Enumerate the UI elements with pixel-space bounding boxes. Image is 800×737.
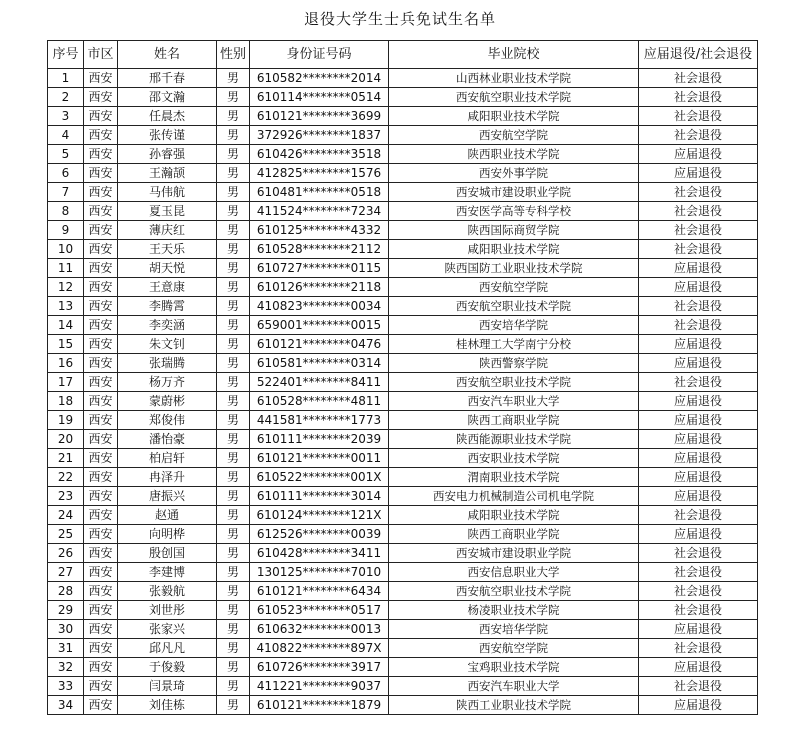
cell-city: 西安 (84, 183, 118, 202)
cell-gender: 男 (217, 449, 250, 468)
cell-index: 4 (48, 126, 84, 145)
header-name: 姓名 (118, 41, 217, 69)
cell-school: 山西林业职业技术学院 (389, 69, 639, 88)
cell-gender: 男 (217, 297, 250, 316)
cell-name: 张家兴 (118, 620, 217, 639)
cell-id-number: 441581********1773 (250, 411, 389, 430)
cell-name: 张毅航 (118, 582, 217, 601)
cell-gender: 男 (217, 126, 250, 145)
cell-school: 西安航空职业技术学院 (389, 373, 639, 392)
header-gender: 性别 (217, 41, 250, 69)
cell-index: 6 (48, 164, 84, 183)
cell-index: 33 (48, 677, 84, 696)
cell-index: 7 (48, 183, 84, 202)
cell-id-number: 610121********0011 (250, 449, 389, 468)
cell-name: 张传谨 (118, 126, 217, 145)
cell-index: 22 (48, 468, 84, 487)
cell-gender: 男 (217, 202, 250, 221)
table-row (48, 392, 758, 411)
cell-name: 刘世彤 (118, 601, 217, 620)
header-discharge-type: 应届退役/社会退役 (639, 41, 758, 69)
cell-gender: 男 (217, 639, 250, 658)
cell-id-number: 372926********1837 (250, 126, 389, 145)
cell-gender: 男 (217, 183, 250, 202)
cell-discharge-type: 社会退役 (639, 601, 758, 620)
cell-school: 陕西工商职业学院 (389, 525, 639, 544)
cell-discharge-type: 应届退役 (639, 145, 758, 164)
cell-id-number: 610121********0476 (250, 335, 389, 354)
table-row (48, 563, 758, 582)
cell-gender: 男 (217, 601, 250, 620)
cell-id-number: 410822********897X (250, 639, 389, 658)
table-row (48, 259, 758, 278)
cell-school: 宝鸡职业技术学院 (389, 658, 639, 677)
cell-school: 西安培华学院 (389, 620, 639, 639)
cell-gender: 男 (217, 677, 250, 696)
cell-city: 西安 (84, 487, 118, 506)
cell-school: 西安培华学院 (389, 316, 639, 335)
cell-index: 1 (48, 69, 84, 88)
cell-school: 西安医学高等专科学校 (389, 202, 639, 221)
cell-gender: 男 (217, 145, 250, 164)
cell-index: 10 (48, 240, 84, 259)
table-row (48, 183, 758, 202)
cell-gender: 男 (217, 620, 250, 639)
cell-name: 李建博 (118, 563, 217, 582)
cell-school: 陕西国防工业职业技术学院 (389, 259, 639, 278)
table-row (48, 221, 758, 240)
cell-name: 朱文钊 (118, 335, 217, 354)
cell-name: 王瀚颉 (118, 164, 217, 183)
cell-gender: 男 (217, 582, 250, 601)
table-row (48, 525, 758, 544)
cell-city: 西安 (84, 354, 118, 373)
cell-name: 向明桦 (118, 525, 217, 544)
cell-name: 潘怡豪 (118, 430, 217, 449)
cell-discharge-type: 应届退役 (639, 525, 758, 544)
cell-discharge-type: 应届退役 (639, 411, 758, 430)
table-row (48, 297, 758, 316)
cell-index: 32 (48, 658, 84, 677)
table-row (48, 582, 758, 601)
cell-city: 西安 (84, 392, 118, 411)
cell-name: 薄庆红 (118, 221, 217, 240)
cell-city: 西安 (84, 563, 118, 582)
table-row (48, 354, 758, 373)
cell-gender: 男 (217, 354, 250, 373)
table-row (48, 107, 758, 126)
cell-index: 8 (48, 202, 84, 221)
cell-index: 15 (48, 335, 84, 354)
cell-id-number: 130125********7010 (250, 563, 389, 582)
cell-city: 西安 (84, 677, 118, 696)
cell-id-number: 610111********3014 (250, 487, 389, 506)
table-row (48, 506, 758, 525)
table-row (48, 202, 758, 221)
cell-discharge-type: 应届退役 (639, 620, 758, 639)
cell-school: 西安航空职业技术学院 (389, 88, 639, 107)
roster-body (48, 69, 758, 715)
cell-index: 12 (48, 278, 84, 297)
cell-discharge-type: 应届退役 (639, 430, 758, 449)
cell-gender: 男 (217, 411, 250, 430)
cell-id-number: 610126********2118 (250, 278, 389, 297)
cell-id-number: 522401********8411 (250, 373, 389, 392)
cell-school: 陕西工业职业技术学院 (389, 696, 639, 715)
cell-index: 5 (48, 145, 84, 164)
cell-name: 殷创国 (118, 544, 217, 563)
cell-city: 西安 (84, 316, 118, 335)
cell-index: 31 (48, 639, 84, 658)
cell-city: 西安 (84, 525, 118, 544)
cell-index: 34 (48, 696, 84, 715)
cell-discharge-type: 应届退役 (639, 259, 758, 278)
table-row (48, 316, 758, 335)
cell-index: 2 (48, 88, 84, 107)
cell-name: 马伟航 (118, 183, 217, 202)
cell-id-number: 610632********0013 (250, 620, 389, 639)
cell-discharge-type: 社会退役 (639, 677, 758, 696)
cell-city: 西安 (84, 430, 118, 449)
cell-discharge-type: 应届退役 (639, 696, 758, 715)
cell-discharge-type: 社会退役 (639, 240, 758, 259)
cell-school: 西安电力机械制造公司机电学院 (389, 487, 639, 506)
cell-discharge-type: 应届退役 (639, 449, 758, 468)
cell-city: 西安 (84, 145, 118, 164)
cell-school: 桂林理工大学南宁分校 (389, 335, 639, 354)
table-row (48, 639, 758, 658)
cell-id-number: 610523********0517 (250, 601, 389, 620)
cell-school: 西安城市建设职业学院 (389, 544, 639, 563)
cell-city: 西安 (84, 278, 118, 297)
cell-discharge-type: 社会退役 (639, 316, 758, 335)
table-row (48, 696, 758, 715)
cell-index: 25 (48, 525, 84, 544)
cell-index: 16 (48, 354, 84, 373)
table-row (48, 620, 758, 639)
cell-gender: 男 (217, 544, 250, 563)
table-row (48, 544, 758, 563)
cell-school: 陕西工商职业学院 (389, 411, 639, 430)
cell-name: 夏玉昆 (118, 202, 217, 221)
table-row (48, 335, 758, 354)
cell-discharge-type: 社会退役 (639, 202, 758, 221)
cell-gender: 男 (217, 259, 250, 278)
cell-city: 西安 (84, 240, 118, 259)
cell-name: 张瑞腾 (118, 354, 217, 373)
cell-school: 西安信息职业大学 (389, 563, 639, 582)
cell-gender: 男 (217, 373, 250, 392)
cell-school: 陕西警察学院 (389, 354, 639, 373)
cell-gender: 男 (217, 696, 250, 715)
cell-city: 西安 (84, 449, 118, 468)
cell-id-number: 610125********4332 (250, 221, 389, 240)
cell-city: 西安 (84, 696, 118, 715)
cell-index: 3 (48, 107, 84, 126)
cell-school: 咸阳职业技术学院 (389, 506, 639, 525)
cell-id-number: 411524********7234 (250, 202, 389, 221)
cell-discharge-type: 应届退役 (639, 335, 758, 354)
table-row (48, 430, 758, 449)
cell-city: 西安 (84, 335, 118, 354)
cell-name: 柏启轩 (118, 449, 217, 468)
cell-index: 24 (48, 506, 84, 525)
cell-gender: 男 (217, 658, 250, 677)
cell-city: 西安 (84, 164, 118, 183)
cell-discharge-type: 社会退役 (639, 183, 758, 202)
cell-name: 王天乐 (118, 240, 217, 259)
cell-index: 26 (48, 544, 84, 563)
cell-school: 西安航空职业技术学院 (389, 297, 639, 316)
cell-city: 西安 (84, 658, 118, 677)
cell-name: 闫景琦 (118, 677, 217, 696)
cell-index: 30 (48, 620, 84, 639)
cell-school: 杨凌职业技术学院 (389, 601, 639, 620)
cell-city: 西安 (84, 544, 118, 563)
cell-gender: 男 (217, 487, 250, 506)
cell-school: 西安城市建设职业学院 (389, 183, 639, 202)
cell-index: 14 (48, 316, 84, 335)
cell-gender: 男 (217, 392, 250, 411)
cell-discharge-type: 社会退役 (639, 126, 758, 145)
cell-city: 西安 (84, 221, 118, 240)
cell-city: 西安 (84, 620, 118, 639)
cell-school: 陕西能源职业技术学院 (389, 430, 639, 449)
cell-city: 西安 (84, 582, 118, 601)
cell-id-number: 610528********4811 (250, 392, 389, 411)
cell-gender: 男 (217, 468, 250, 487)
cell-city: 西安 (84, 601, 118, 620)
cell-gender: 男 (217, 278, 250, 297)
cell-index: 27 (48, 563, 84, 582)
cell-gender: 男 (217, 525, 250, 544)
table-row (48, 126, 758, 145)
cell-index: 29 (48, 601, 84, 620)
table-row (48, 658, 758, 677)
cell-name: 孙睿强 (118, 145, 217, 164)
cell-id-number: 411221********9037 (250, 677, 389, 696)
cell-id-number: 610121********6434 (250, 582, 389, 601)
header-school: 毕业院校 (389, 41, 639, 69)
cell-id-number: 610726********3917 (250, 658, 389, 677)
cell-name: 邵文瀚 (118, 88, 217, 107)
cell-discharge-type: 社会退役 (639, 221, 758, 240)
cell-name: 任晨杰 (118, 107, 217, 126)
cell-index: 18 (48, 392, 84, 411)
cell-discharge-type: 应届退役 (639, 468, 758, 487)
header-city: 市区 (84, 41, 118, 69)
cell-name: 冉泽升 (118, 468, 217, 487)
cell-id-number: 610121********3699 (250, 107, 389, 126)
cell-school: 渭南职业技术学院 (389, 468, 639, 487)
cell-gender: 男 (217, 506, 250, 525)
table-row (48, 240, 758, 259)
table-row (48, 373, 758, 392)
cell-gender: 男 (217, 430, 250, 449)
cell-index: 11 (48, 259, 84, 278)
cell-name: 王意康 (118, 278, 217, 297)
cell-id-number: 610727********0115 (250, 259, 389, 278)
cell-city: 西安 (84, 639, 118, 658)
table-row (48, 145, 758, 164)
cell-name: 李腾霄 (118, 297, 217, 316)
table-row (48, 164, 758, 183)
cell-city: 西安 (84, 88, 118, 107)
cell-gender: 男 (217, 316, 250, 335)
cell-index: 13 (48, 297, 84, 316)
cell-gender: 男 (217, 335, 250, 354)
header-id-number: 身份证号码 (250, 41, 389, 69)
cell-gender: 男 (217, 563, 250, 582)
cell-discharge-type: 社会退役 (639, 107, 758, 126)
cell-discharge-type: 社会退役 (639, 88, 758, 107)
table-row (48, 677, 758, 696)
cell-name: 郑俊伟 (118, 411, 217, 430)
cell-school: 西安航空学院 (389, 278, 639, 297)
cell-city: 西安 (84, 69, 118, 88)
cell-discharge-type: 社会退役 (639, 639, 758, 658)
table-row (48, 411, 758, 430)
table-row (48, 449, 758, 468)
cell-name: 李奕涵 (118, 316, 217, 335)
cell-school: 咸阳职业技术学院 (389, 107, 639, 126)
cell-discharge-type: 社会退役 (639, 544, 758, 563)
cell-id-number: 610121********1879 (250, 696, 389, 715)
cell-id-number: 610522********001X (250, 468, 389, 487)
cell-id-number: 612526********0039 (250, 525, 389, 544)
cell-name: 唐振兴 (118, 487, 217, 506)
cell-name: 赵通 (118, 506, 217, 525)
cell-gender: 男 (217, 88, 250, 107)
header-index: 序号 (48, 41, 84, 69)
cell-city: 西安 (84, 506, 118, 525)
cell-name: 邱凡凡 (118, 639, 217, 658)
cell-discharge-type: 社会退役 (639, 582, 758, 601)
roster-table (47, 40, 758, 715)
cell-school: 西安航空学院 (389, 639, 639, 658)
cell-gender: 男 (217, 240, 250, 259)
cell-id-number: 610124********121X (250, 506, 389, 525)
cell-discharge-type: 社会退役 (639, 297, 758, 316)
cell-id-number: 410823********0034 (250, 297, 389, 316)
table-row (48, 278, 758, 297)
cell-index: 17 (48, 373, 84, 392)
cell-id-number: 610426********3518 (250, 145, 389, 164)
cell-id-number: 659001********0015 (250, 316, 389, 335)
cell-name: 于俊毅 (118, 658, 217, 677)
cell-school: 西安外事学院 (389, 164, 639, 183)
cell-city: 西安 (84, 411, 118, 430)
table-row (48, 88, 758, 107)
cell-id-number: 610428********3411 (250, 544, 389, 563)
cell-id-number: 610114********0514 (250, 88, 389, 107)
cell-school: 西安汽车职业大学 (389, 677, 639, 696)
cell-city: 西安 (84, 107, 118, 126)
cell-index: 20 (48, 430, 84, 449)
cell-index: 9 (48, 221, 84, 240)
cell-gender: 男 (217, 69, 250, 88)
cell-name: 杨万齐 (118, 373, 217, 392)
cell-index: 19 (48, 411, 84, 430)
cell-discharge-type: 应届退役 (639, 487, 758, 506)
cell-discharge-type: 应届退役 (639, 392, 758, 411)
cell-index: 23 (48, 487, 84, 506)
cell-gender: 男 (217, 164, 250, 183)
cell-school: 西安航空职业技术学院 (389, 582, 639, 601)
header-row (48, 41, 758, 69)
cell-city: 西安 (84, 297, 118, 316)
cell-id-number: 610111********2039 (250, 430, 389, 449)
cell-id-number: 610481********0518 (250, 183, 389, 202)
cell-discharge-type: 应届退役 (639, 278, 758, 297)
table-row (48, 487, 758, 506)
cell-city: 西安 (84, 468, 118, 487)
table-row (48, 468, 758, 487)
cell-name: 邢千春 (118, 69, 217, 88)
cell-index: 28 (48, 582, 84, 601)
cell-school: 咸阳职业技术学院 (389, 240, 639, 259)
table-row (48, 69, 758, 88)
cell-id-number: 412825********1576 (250, 164, 389, 183)
cell-id-number: 610582********2014 (250, 69, 389, 88)
cell-discharge-type: 应届退役 (639, 164, 758, 183)
cell-discharge-type: 社会退役 (639, 69, 758, 88)
cell-name: 蒙蔚彬 (118, 392, 217, 411)
cell-id-number: 610528********2112 (250, 240, 389, 259)
cell-discharge-type: 社会退役 (639, 506, 758, 525)
cell-school: 陕西职业技术学院 (389, 145, 639, 164)
cell-city: 西安 (84, 259, 118, 278)
cell-discharge-type: 社会退役 (639, 563, 758, 582)
cell-name: 胡天悦 (118, 259, 217, 278)
cell-id-number: 610581********0314 (250, 354, 389, 373)
cell-city: 西安 (84, 373, 118, 392)
cell-city: 西安 (84, 202, 118, 221)
cell-gender: 男 (217, 221, 250, 240)
cell-discharge-type: 社会退役 (639, 373, 758, 392)
cell-school: 陕西国际商贸学院 (389, 221, 639, 240)
cell-name: 刘佳栋 (118, 696, 217, 715)
cell-school: 西安职业技术学院 (389, 449, 639, 468)
table-row (48, 601, 758, 620)
cell-index: 21 (48, 449, 84, 468)
cell-discharge-type: 应届退役 (639, 658, 758, 677)
cell-school: 西安航空学院 (389, 126, 639, 145)
document-title: 退役大学生士兵免试生名单 (303, 10, 496, 28)
cell-city: 西安 (84, 126, 118, 145)
cell-school: 西安汽车职业大学 (389, 392, 639, 411)
cell-discharge-type: 应届退役 (639, 354, 758, 373)
cell-gender: 男 (217, 107, 250, 126)
